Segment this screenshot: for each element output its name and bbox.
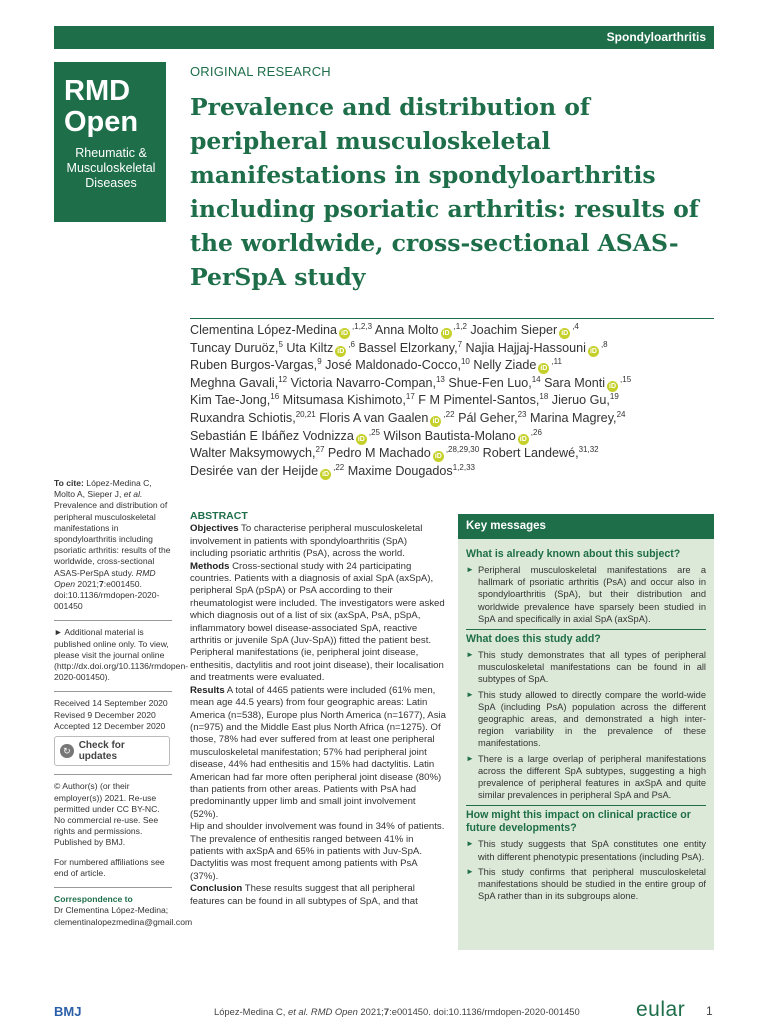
author-name[interactable]: Robert Landewé, — [479, 446, 579, 461]
author-line — [190, 340, 714, 358]
author-name[interactable]: Najia Hajjaj-Hassouni — [462, 340, 586, 355]
affiliation-sup: 18 — [539, 392, 549, 402]
author-name[interactable]: Pál Geher, — [454, 410, 518, 425]
logo-open: Open — [64, 106, 139, 138]
objectives-label: Objectives — [190, 523, 239, 535]
bullet-icon: ► — [466, 565, 474, 574]
affiliation-sup: ,6 — [348, 339, 355, 349]
key-message-text: Peripheral musculoskeletal manifestations are a hallmark of psoriatic arthritis (PsA) and occur also in spondyloarthritis (SpA), but their distribution and worldwide prevalence have sparsely been studied in SpA and specifically in axial SpA (axSpA). — [478, 565, 706, 624]
author-name[interactable]: Jieruo Gu, — [548, 393, 610, 408]
affiliation-sup: 19 — [609, 392, 619, 402]
footer-cite-volume: 7 — [383, 1006, 390, 1017]
key-question: What is already known about this subject? — [466, 548, 681, 560]
article-type: ORIGINAL RESEARCH — [190, 64, 331, 79]
author-name[interactable]: Shue-Fen Luo, — [444, 375, 532, 390]
cite-label: To cite: — [54, 478, 84, 488]
author-line — [190, 392, 714, 410]
check-for-updates-button[interactable] — [54, 736, 170, 766]
author-name[interactable]: Floris A van Gaalen — [315, 410, 429, 425]
affiliation-sup: 17 — [405, 392, 415, 402]
affiliation-sup: ,4 — [572, 321, 579, 331]
page-footer — [54, 998, 714, 1024]
bullet-icon: ► — [466, 753, 474, 763]
sidebar-divider — [54, 620, 172, 621]
affiliation-sup: ,1,2,3 — [352, 321, 373, 331]
title-divider — [190, 318, 714, 319]
footer-citation — [214, 1006, 580, 1017]
cite-doi[interactable]: :e001450. doi:10.1136/rmdopen-2020-001450 — [54, 578, 160, 612]
orcid-icon[interactable]: iD — [589, 347, 597, 355]
author-name[interactable]: F M Pimentel-Santos, — [414, 393, 540, 408]
page-number: 1 — [706, 1004, 713, 1018]
key-list — [466, 838, 706, 902]
cite-journal: RMD Open — [54, 567, 156, 589]
affiliation-sup: ,22 — [333, 462, 345, 472]
affiliation-sup: 10 — [460, 357, 470, 366]
methods-text: Cross-sectional study with 24 participating countries. Patients with a diagnosis of axial SpA (axSpA), peripheral SpA (pSpA) or PsA according to their rheumatologist were included. The investigators were asked which diagnosis out of a list of six (axSpA, PsA, pSpA, inflammatory bowel disease-associated SpA, reactive arthritis or juvenile SpA (Juv-SpA)) fitted the patient best. Peripheral manifestations (ie, peripheral joint disease, enthesitis, dactylitis and root joint disease), their localisation and treatments were evaluated. — [190, 560, 445, 684]
cite-text: López-Medina C, Molto A, Sieper J, — [54, 478, 152, 500]
additional-material[interactable]: ► Additional material is published online only. To view, please visit the journal online (http://dx.doi.org/10.1136/rmdopen-2020-001450). — [54, 627, 189, 683]
logo-sub-line: Diseases — [85, 176, 137, 190]
sidebar-divider — [54, 774, 172, 775]
bmj-logo: BMJ — [54, 1004, 82, 1019]
key-question: How might this impact on clinical practice or future developments? — [466, 805, 706, 835]
abstract-objectives — [190, 523, 446, 560]
correspondence-text[interactable]: Dr Clementina López-Medina; clementinalopezmedina@gmail.com — [54, 905, 193, 927]
key-message-item — [466, 564, 706, 625]
orcid-icon[interactable]: iD — [434, 453, 442, 461]
orcid-icon[interactable]: iD — [519, 435, 527, 443]
results-label: Results — [190, 684, 225, 696]
abstract-results — [190, 685, 446, 821]
abstract-methods — [190, 561, 446, 685]
results-text: A total of 4465 patients were included (61% men, mean age 44.5 years) from four geographic areas: Latin America (n=538), Europe plus North America (n=1677), Asia (n=975) and the Middle East plus North Africa (n=1275). Of those, 78% had ever suffered from at least one peripheral musculoskeletal manifestation; 57% had peripheral joint disease, 44% had enthesitis and 15% had dactylitis. Latin American had far more often peripheral joint disease (80%) than patients from other areas. Patients with PsA had predominantly upper limb and small joint involvement (52%). — [190, 684, 446, 820]
correspondence-heading: Correspondence to — [54, 894, 133, 905]
author-line — [190, 375, 714, 393]
footer-cite-year: 2021; — [357, 1006, 384, 1017]
author-line — [190, 410, 714, 428]
journal-logo — [54, 62, 166, 222]
author-line — [190, 445, 714, 463]
logo-sub-line: Rheumatic & — [75, 146, 147, 160]
author-name[interactable]: Ruxandra Schiotis, — [190, 410, 296, 425]
author-name[interactable]: Walter Maksymowych, — [190, 446, 316, 461]
affiliation-sup: ,15 — [620, 374, 632, 384]
affiliation-sup: 7 — [457, 339, 463, 349]
affiliation-sup: 20,21 — [295, 409, 316, 419]
orcid-icon[interactable]: iD — [540, 365, 548, 373]
cite-rest: Prevalence and distribution of peripheral musculoskeletal manifestations in spondyloarthritis including psoriatic arthritis: results of the worldwide, cross-sectional ASAS-PerSpA study. — [54, 500, 171, 578]
sidebar-divider — [54, 691, 172, 692]
affiliation-sup: ,28,29,30 — [445, 444, 480, 454]
key-list — [466, 564, 706, 625]
author-name[interactable]: Ruben Burgos-Vargas, — [190, 358, 318, 373]
affiliation-sup: 12 — [278, 374, 288, 384]
affiliation-sup: 23 — [517, 409, 527, 419]
author-name[interactable]: Wilson Bautista-Molano — [379, 428, 516, 443]
check-updates-label: Check for updates — [78, 740, 125, 763]
objectives-text: To characterise peripheral musculoskeletal involvement in patients with spondyloarthritis (SpA) including psoriatic arthritis (PsA), across the world. — [190, 523, 423, 560]
orcid-icon[interactable]: iD — [322, 470, 330, 478]
author-name[interactable]: Marina Magrey, — [526, 410, 617, 425]
author-line — [190, 428, 714, 446]
key-messages-box — [458, 514, 714, 950]
orcid-icon[interactable]: iD — [561, 330, 569, 337]
key-message-text: This study suggests that SpA constitutes one entity with different phenotypic presentations (including PsA). — [478, 839, 706, 862]
author-name[interactable]: José Maldonado-Cocco, — [321, 358, 461, 373]
key-message-item — [466, 866, 706, 903]
orcid-icon[interactable]: iD — [432, 417, 440, 425]
affiliation-sup: 9 — [317, 357, 322, 366]
orcid-icon[interactable]: iD — [341, 330, 349, 337]
author-name[interactable]: Bassel Elzorkany, — [354, 340, 458, 355]
key-message-item — [466, 838, 706, 862]
author-name[interactable]: Maxime Dougados — [344, 463, 453, 478]
cite-volume: 7 — [98, 578, 104, 589]
bullet-icon: ► — [466, 866, 474, 876]
key-messages-body — [458, 539, 714, 902]
cite-year: 2021; — [75, 578, 99, 589]
key-message-item — [466, 689, 706, 750]
author-name[interactable]: Joachim Sieper — [466, 323, 558, 337]
affiliation-sup: 13 — [435, 374, 445, 384]
author-line — [190, 357, 714, 375]
author-name[interactable]: Victoria Navarro-Compan, — [287, 375, 436, 390]
author-name[interactable]: Clementina López-Medina — [190, 323, 338, 337]
author-name[interactable]: Nelly Ziade — [469, 358, 537, 373]
author-name[interactable]: Desirée van der Heijde — [190, 463, 319, 478]
article-title: Prevalence and distribution of peripheral musculoskeletal manifestations in spondyloarthritis including psoriatic arthritis: results of the worldwide, cross-sectional ASAS-PerSpA study — [190, 93, 699, 291]
methods-label: Methods — [190, 560, 230, 572]
key-message-text: This study demonstrates that all types of peripheral musculoskeletal manifestations can be found in all subtypes of SpA. — [478, 650, 706, 685]
author-line — [190, 463, 714, 481]
orcid-icon[interactable]: iD — [337, 347, 345, 355]
key-list — [466, 649, 706, 801]
eular-logo: eular — [636, 998, 686, 1021]
affiliation-sup: 27 — [315, 444, 325, 454]
citation-block — [54, 478, 172, 612]
key-message-item — [466, 649, 706, 686]
affiliation-sup: ,11 — [551, 357, 562, 366]
affiliation-sup: ,25 — [368, 427, 380, 437]
author-name[interactable]: Mitsumasa Kishimoto, — [279, 393, 406, 408]
logo-rmd: RMD — [64, 75, 131, 107]
key-messages-heading: Key messages — [458, 514, 714, 539]
logo-sub-line: Musculoskeletal — [66, 161, 156, 175]
copyright-notice: © Author(s) (or their employer(s)) 2021. Re-use permitted under CC BY-NC. No commercial re-use. See rights and permissions. Published by BMJ. — [54, 781, 160, 848]
bullet-icon: ► — [466, 689, 474, 699]
received-date: Received 14 September 2020 — [54, 698, 168, 709]
bullet-icon: ► — [466, 839, 474, 849]
footer-cite-authors: López-Medina C, — [214, 1006, 288, 1017]
key-message-text: There is a large overlap of peripheral manifestations across the different SpA subtypes, suggesting a high prevalence of peripheral features in axSpA and quite similar prevalences in peripheral SpA and PsA. — [478, 753, 706, 801]
author-name[interactable]: Kim Tae-Jong, — [190, 393, 271, 408]
bullet-icon: ► — [466, 650, 474, 660]
author-name[interactable]: Pedro M Machado — [324, 446, 431, 461]
author-name[interactable]: Anna Molto — [372, 323, 439, 337]
affiliation-sup: 16 — [270, 392, 280, 402]
conclusion-text: These results suggest that all peripheral features can be found in all subtypes of SpA, and that — [190, 883, 418, 907]
key-question: What does this study add? — [466, 629, 706, 646]
author-name[interactable]: Meghna Gavali, — [190, 375, 279, 390]
key-message-text: This study allowed to directly compare the world-wide SpA (including PsA) population across the different geographic areas, and demonstrated a high inter-region variability in the prevalence of these manifestations. — [478, 689, 706, 749]
orcid-icon[interactable]: iD — [609, 382, 617, 390]
affiliation-sup: ,22 — [443, 409, 455, 419]
author-name[interactable]: Uta Kiltz — [282, 340, 334, 355]
footer-cite-journal: et al. RMD Open — [288, 1006, 358, 1017]
article-sidebar — [54, 478, 193, 928]
author-name[interactable]: Sara Monti — [540, 375, 606, 390]
logo-subtitle — [64, 146, 158, 191]
cite-etal: et al. — [123, 489, 143, 500]
footer-cite-doi: :e001450. doi:10.1136/rmdopen-2020-001450 — [389, 1006, 580, 1017]
section-label-top: Spondyloarthritis — [606, 30, 706, 44]
abstract-results-continued: Hip and shoulder involvement was found in 34% of patients. The prevalence of enthesitis ranged between 41% in patients with axSpA and 65% in patients with Juv-SpA. Dactylitis was most frequent among patients with PsA (37%). — [190, 821, 445, 882]
abstract-conclusion — [190, 883, 446, 908]
affiliation-sup: ,26 — [530, 427, 542, 437]
author-name[interactable]: Sebastián E Ibáñez Vodnizza — [190, 428, 354, 443]
affiliation-sup: ,8 — [600, 339, 608, 349]
orcid-icon[interactable]: iD — [357, 435, 365, 443]
affiliation-sup: 14 — [531, 374, 541, 384]
abstract-heading: ABSTRACT — [190, 510, 248, 522]
accepted-date: Accepted 12 December 2020 — [54, 720, 166, 731]
abstract — [190, 510, 446, 908]
affiliation-sup: 24 — [616, 409, 626, 419]
refresh-icon: ↻ — [60, 744, 74, 758]
revised-date: Revised 9 December 2020 — [54, 709, 156, 720]
key-message-item — [466, 753, 706, 802]
affiliations-note: For numbered affiliations see end of article. — [54, 856, 165, 878]
affiliation-sup: 1,2,33 — [452, 462, 475, 472]
affiliation-sup: 31,32 — [578, 444, 599, 454]
key-message-text: This study confirms that peripheral musculoskeletal manifestations should be studied in the entire group of SpA rather than in its subgroups alone. — [478, 866, 706, 902]
affiliation-sup: 5 — [278, 339, 283, 349]
sidebar-divider — [54, 887, 172, 888]
author-name[interactable]: Tuncay Duruöz, — [190, 340, 279, 355]
orcid-icon[interactable]: iD — [442, 330, 450, 337]
author-list — [190, 322, 714, 480]
conclusion-label: Conclusion — [190, 883, 243, 895]
top-banner — [54, 26, 714, 49]
affiliation-sup: ,1,2 — [453, 321, 467, 331]
author-line — [190, 322, 714, 340]
